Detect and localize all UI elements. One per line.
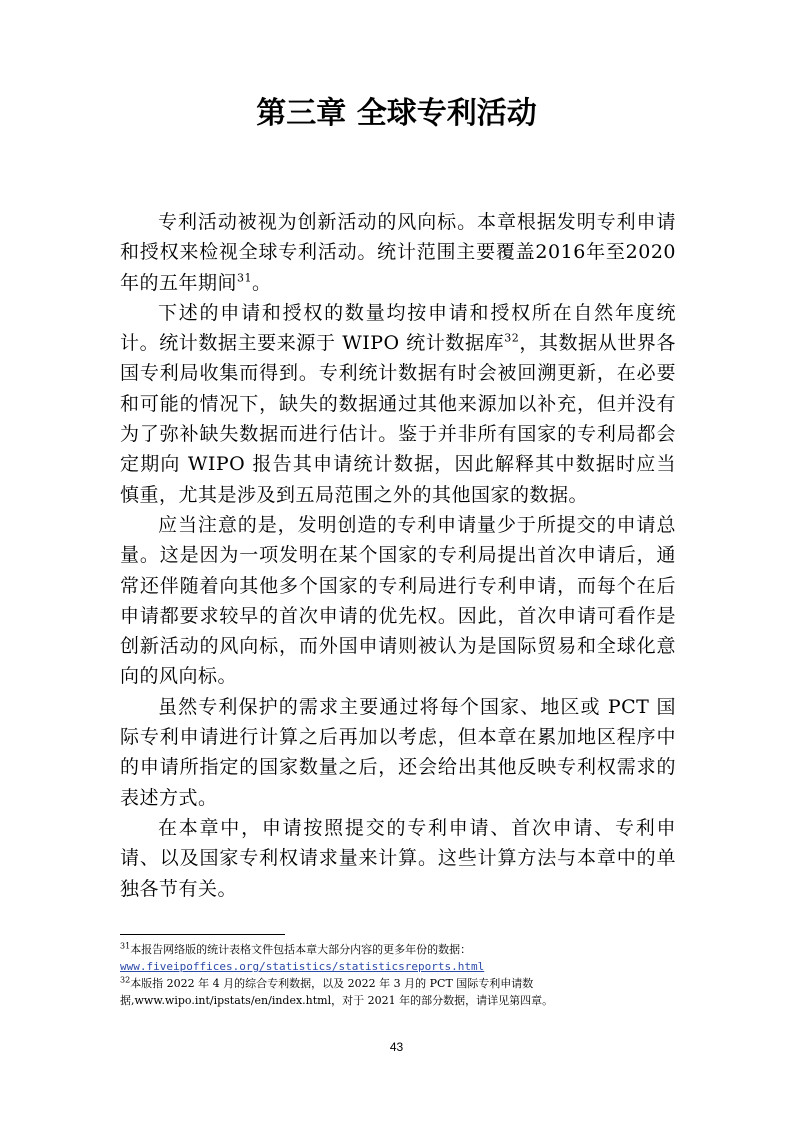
chapter-title: 第三章 全球专利活动 <box>256 96 537 131</box>
footnote-31-text: 本报告网络版的统计表格文件包括本章大部分内容的更多年份的数据： <box>130 943 472 956</box>
paragraph-2-end: ，其数据从世界各国专利局收集而得到。专利统计数据有时会被回溯更新，在必要和可能的情况下，缺失的数据通过其他来源加以补充，但并没有为了弥补缺失数据而进行估计。鉴于并非所有国家的专利局都会定期向 WIPO 报告其申请统计数据，因此解释其中数据时应当慎重，尤其是涉及到五局范围之外的其他国家的数据。 <box>120 332 676 506</box>
paragraph-1-end: 。 <box>252 271 272 294</box>
footnotes <box>120 941 680 1009</box>
footnote-32-text: 本版指 2022 年 4 月的综合专利数据，以及 2022 年 3 月的 PCT 国际专利申请数据,www.wipo.int/ipstats/en/index.html，对于 2021 年的部分数据，请详见第四章。 <box>120 977 554 1007</box>
footnote-32-marker: 32 <box>120 975 131 985</box>
page-number: 43 <box>389 1040 404 1054</box>
paragraph-1-text: 专利活动被视为创新活动的风向标。本章根据发明专利申请和授权来检视全球专利活动。统计范围主要覆盖2016年至2020年的五年期间 <box>120 211 676 294</box>
footnote-31 <box>120 941 680 958</box>
chapter-body <box>120 207 676 904</box>
paragraph-1 <box>120 207 676 298</box>
paragraph-4: 虽然专利保护的需求主要通过将每个国家、地区或 PCT 国际专利申请进行计算之后再加以考虑，但本章在累加地区程序中的申请所指定的国家数量之后，还会给出其他反映专利权需求的表述方式。 <box>120 695 676 809</box>
footnote-32 <box>120 975 680 1009</box>
footnote-31-link[interactable]: www.fiveipoffices.org/statistics/statisticsreports.html <box>120 960 485 973</box>
paragraph-2 <box>120 298 676 510</box>
footnote-separator <box>120 934 285 935</box>
paragraph-2-text: 下述的申请和授权的数量均按申请和授权所在自然年度统计。统计数据主要来源于 WIPO 统计数据库 <box>120 301 676 355</box>
footnote-ref-31[interactable]: 31 <box>237 271 253 285</box>
paragraph-5: 在本章中，申请按照提交的专利申请、首次申请、专利申请、以及国家专利权请求量来计算。这些计算方法与本章中的单独各节有关。 <box>120 816 676 900</box>
paragraph-3: 应当注意的是，发明创造的专利申请量少于所提交的申请总量。这是因为一项发明在某个国家的专利局提出首次申请后，通常还伴随着向其他多个国家的专利局进行专利申请，而每个在后申请都要求较早的首次申请的优先权。因此，首次申请可看作是创新活动的风向标，而外国申请则被认为是国际贸易和全球化意向的风向标。 <box>120 513 676 688</box>
footnote-31-marker: 31 <box>120 941 131 951</box>
footnote-31-link-line <box>120 958 680 975</box>
footnote-ref-32[interactable]: 32 <box>504 331 520 345</box>
